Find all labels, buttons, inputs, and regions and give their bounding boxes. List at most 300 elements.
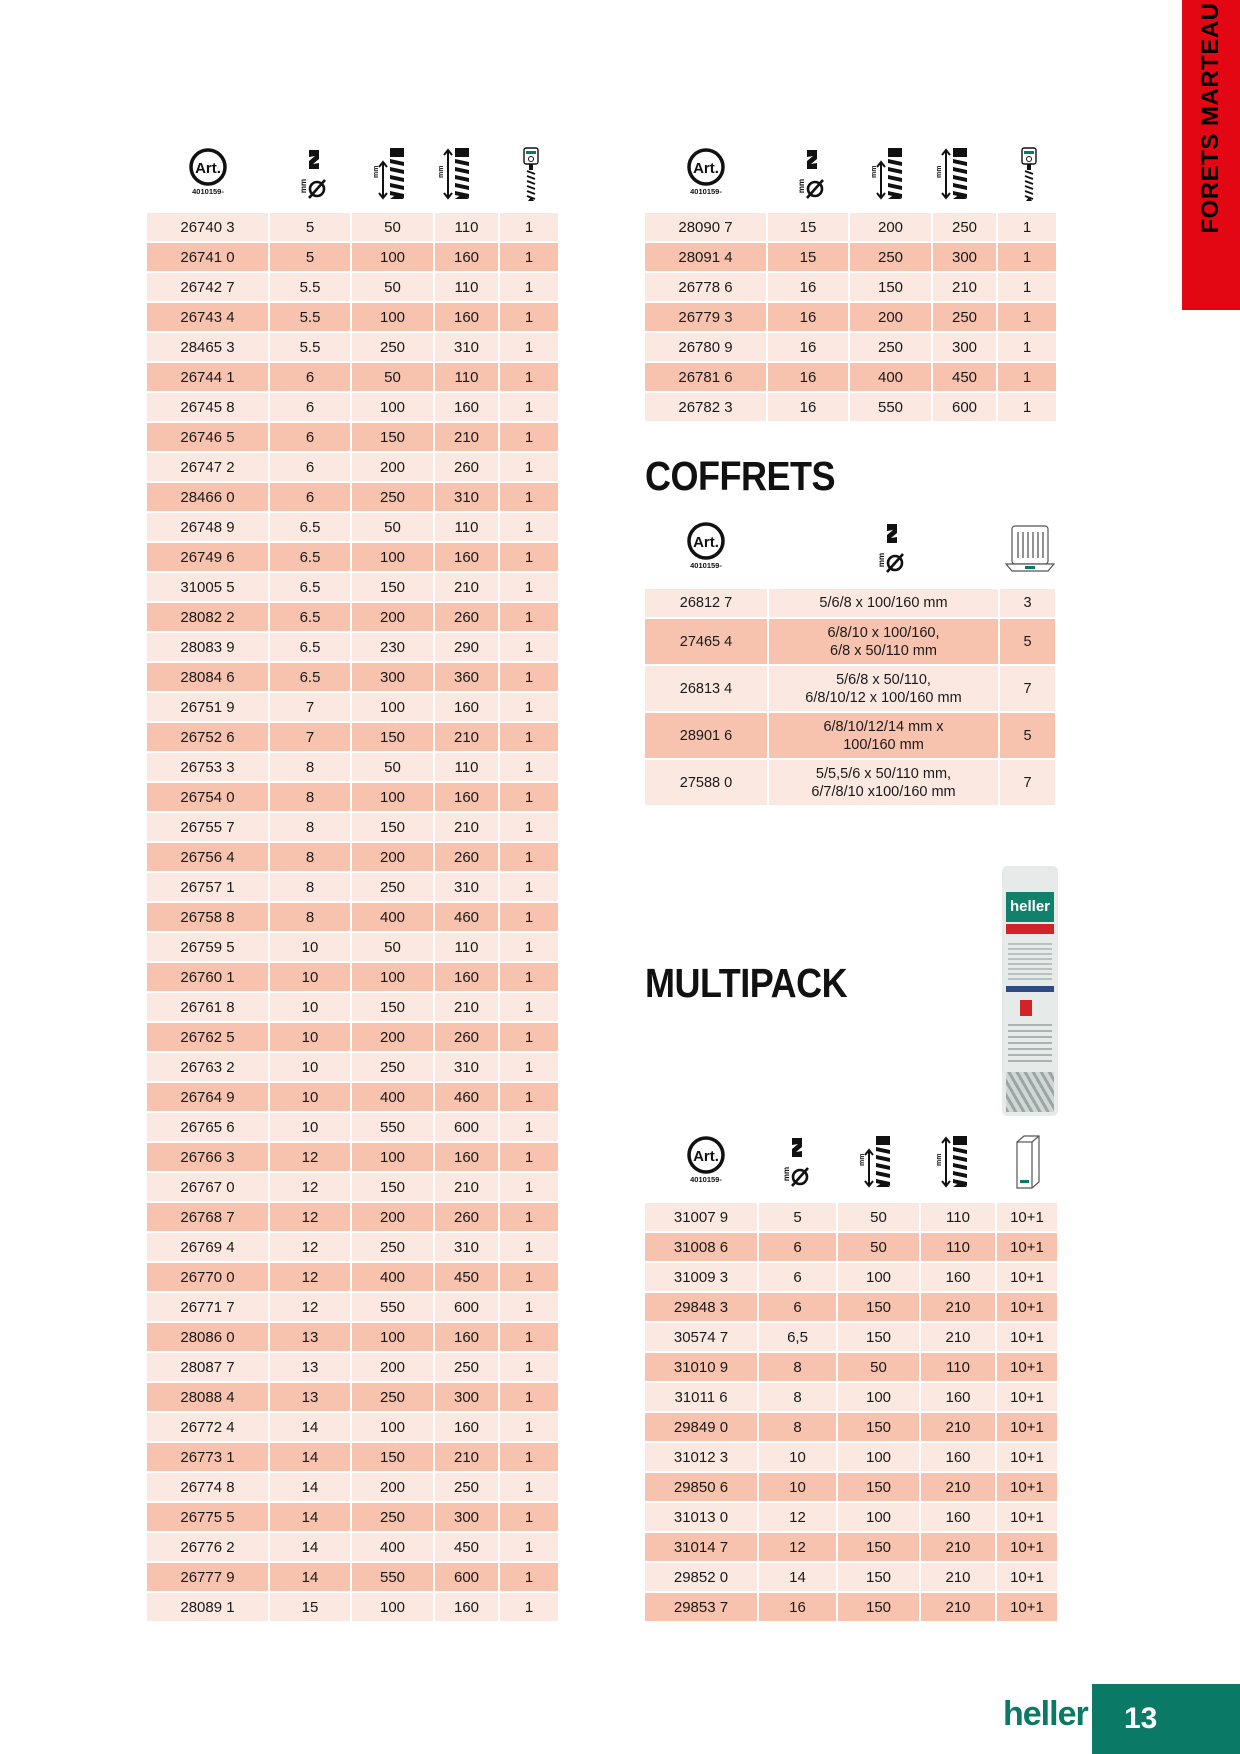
article-number-cell: 29850 6: [645, 1473, 757, 1501]
working-length-cell: 100: [352, 1593, 433, 1621]
quantity-cell: 1: [500, 963, 558, 991]
article-number-cell: 26764 9: [147, 1083, 268, 1111]
quantity-cell: 1: [500, 483, 558, 511]
diameter-cell: 12: [270, 1293, 350, 1321]
set-contents-line: 5/6/8 x 100/160 mm: [819, 595, 948, 611]
working-length-cell: 100: [352, 1323, 433, 1351]
quantity-cell: 10+1: [997, 1203, 1057, 1231]
diameter-cell: 14: [759, 1563, 836, 1591]
table-row: [147, 1293, 558, 1321]
total-length-icon: [936, 1134, 969, 1188]
working-length-cell: 250: [850, 333, 931, 361]
total-length-cell: 210: [921, 1473, 995, 1501]
table-row: [147, 753, 558, 781]
article-number-cell: 26751 9: [147, 693, 268, 721]
article-number-cell: 28087 7: [147, 1353, 268, 1381]
quantity-cell: 1: [500, 453, 558, 481]
quantity-cell: 1: [500, 693, 558, 721]
table-row: [645, 1203, 1057, 1231]
working-length-cell: 100: [352, 393, 433, 421]
table-row: [147, 1203, 558, 1231]
svg-text:Art.: Art.: [195, 160, 221, 177]
working-length-cell: 150: [352, 813, 433, 841]
diameter-cell: 15: [768, 243, 848, 271]
article-number-cell: 26741 0: [147, 243, 268, 271]
working-length-cell: 250: [352, 1053, 433, 1081]
quantity-cell: 1: [500, 1263, 558, 1291]
article-number-cell: 29849 0: [645, 1413, 757, 1441]
quantity-cell: 1: [500, 393, 558, 421]
total-length-cell: 110: [435, 213, 498, 241]
quantity-cell: 1: [998, 363, 1056, 391]
total-length-cell: 160: [435, 693, 498, 721]
table-row: [645, 1533, 1057, 1561]
diameter-cell: 12: [759, 1503, 836, 1531]
coffrets-title: COFFRETS: [645, 453, 835, 499]
article-number-cell: 26746 5: [147, 423, 268, 451]
diameter-cell: 5.5: [270, 333, 350, 361]
table-row: [147, 1263, 558, 1291]
article-number-icon: [681, 146, 731, 198]
quantity-cell: 1: [500, 663, 558, 691]
working-length-cell: 100: [352, 243, 433, 271]
table-row: [645, 213, 1056, 241]
quantity-cell: 10+1: [997, 1563, 1057, 1591]
total-length-cell: 160: [435, 1143, 498, 1171]
working-length-cell: 100: [352, 303, 433, 331]
diameter-cell: 15: [768, 213, 848, 241]
article-number-cell: 31005 5: [147, 573, 268, 601]
table-row: [645, 666, 1055, 711]
set-contents-line: 6/8/10/12 x 100/160 mm: [805, 689, 962, 706]
total-length-cell: 110: [435, 753, 498, 781]
article-number-cell: 28084 6: [147, 663, 268, 691]
total-length-cell: 210: [921, 1533, 995, 1561]
diameter-cell: 8: [270, 813, 350, 841]
table-row: [147, 1023, 558, 1051]
total-length-cell: 160: [435, 1413, 498, 1441]
quantity-cell: 3: [1000, 589, 1055, 617]
article-number-cell: 28089 1: [147, 1593, 268, 1621]
diameter-cell: 5: [759, 1203, 836, 1231]
working-length-cell: 100: [838, 1443, 919, 1471]
working-length-cell: 50: [838, 1203, 919, 1231]
working-length-cell: 150: [838, 1563, 919, 1591]
article-number-cell: 26768 7: [147, 1203, 268, 1231]
table-row: [645, 273, 1056, 301]
article-number-icon-wrapper: [681, 1134, 731, 1191]
table-row: [645, 1233, 1057, 1261]
total-length-cell: 210: [435, 1173, 498, 1201]
working-length-cell: 200: [850, 303, 931, 331]
article-number-cell: 31012 3: [645, 1443, 757, 1471]
diameter-cell: 5: [270, 243, 350, 271]
article-number-cell: 31010 9: [645, 1353, 757, 1381]
set-contents-line: 6/8 x 50/110 mm: [830, 642, 937, 659]
diameter-cell: 12: [270, 1263, 350, 1291]
quantity-cell: 10+1: [997, 1593, 1057, 1621]
single-piece-pack-icon: [1019, 146, 1039, 202]
article-number-cell: 26755 7: [147, 813, 268, 841]
total-length-cell: 300: [435, 1383, 498, 1411]
article-number-cell: 26748 9: [147, 513, 268, 541]
quantity-cell: 1: [500, 1083, 558, 1111]
total-length-cell: 210: [921, 1563, 995, 1591]
working-length-cell: 250: [352, 1503, 433, 1531]
table-row: [147, 1533, 558, 1561]
article-number-cell: 31013 0: [645, 1503, 757, 1531]
set-contents-cell: [769, 619, 998, 664]
quantity-cell: 1: [500, 1563, 558, 1591]
working-length-cell: 100: [838, 1503, 919, 1531]
total-length-cell: 160: [921, 1443, 995, 1471]
table-row: [147, 1353, 558, 1381]
set-contents-cell: [769, 666, 998, 711]
diameter-cell: 7: [270, 723, 350, 751]
quantity-cell: 1: [998, 303, 1056, 331]
diameter-cell: 6.5: [270, 633, 350, 661]
working-length-cell: 400: [352, 1533, 433, 1561]
svg-text:mm: mm: [797, 178, 806, 194]
article-number-cell: 28465 3: [147, 333, 268, 361]
total-length-cell: 460: [435, 903, 498, 931]
article-number-cell: 26758 8: [147, 903, 268, 931]
diameter-cell: 8: [270, 903, 350, 931]
table-row: [645, 619, 1055, 664]
svg-text:mm: mm: [871, 165, 878, 178]
working-length-cell: 250: [850, 243, 931, 271]
total-length-cell: 210: [921, 1413, 995, 1441]
section-tab-label: FORETS MARTEAU: [1197, 2, 1224, 234]
working-length-cell: 50: [352, 933, 433, 961]
table-row: [147, 273, 558, 301]
table-row: [645, 1443, 1057, 1471]
table-row: [147, 363, 558, 391]
total-length-cell: 250: [933, 213, 996, 241]
working-length-cell: 230: [352, 633, 433, 661]
article-number-cell: 26778 6: [645, 273, 766, 301]
diameter-cell: 13: [270, 1353, 350, 1381]
diameter-icon: [797, 148, 824, 200]
total-length-cell: 160: [435, 783, 498, 811]
working-length-cell: 100: [352, 543, 433, 571]
total-length-cell: 210: [435, 723, 498, 751]
working-length-cell: 150: [352, 573, 433, 601]
set-contents-cell: [769, 713, 998, 758]
quantity-cell: 10+1: [997, 1473, 1057, 1501]
article-number-cell: 26779 3: [645, 303, 766, 331]
total-length-cell: 210: [435, 423, 498, 451]
table-row: [147, 1443, 558, 1471]
diameter-cell: 12: [270, 1143, 350, 1171]
quantity-cell: 1: [500, 543, 558, 571]
svg-text:mm: mm: [782, 1166, 791, 1182]
table-row: [147, 543, 558, 571]
table-row: [645, 393, 1056, 421]
table-row: [645, 1593, 1057, 1621]
left-product-table: [145, 211, 560, 1623]
article-number-icon-wrapper: [183, 146, 233, 203]
quantity-cell: 10+1: [997, 1323, 1057, 1351]
working-length-cell: 150: [352, 723, 433, 751]
single-piece-pack-icon-wrapper: [1019, 146, 1039, 207]
article-number-icon: [681, 520, 731, 572]
right-product-table: [643, 211, 1058, 423]
diameter-cell: 16: [768, 303, 848, 331]
article-number-cell: 26749 6: [147, 543, 268, 571]
working-length-cell: 250: [352, 873, 433, 901]
multipack-package-image: [1002, 866, 1058, 1116]
diameter-cell: 13: [270, 1323, 350, 1351]
diameter-cell: 5: [270, 213, 350, 241]
article-number-cell: 26812 7: [645, 589, 767, 617]
working-length-cell: 150: [850, 273, 931, 301]
diameter-cell: 8: [759, 1353, 836, 1381]
table-row: [147, 933, 558, 961]
article-number-cell: 26773 1: [147, 1443, 268, 1471]
working-length-cell: 400: [850, 363, 931, 391]
total-length-cell: 300: [435, 1503, 498, 1531]
diameter-cell: 6.5: [270, 603, 350, 631]
total-length-cell: 110: [435, 273, 498, 301]
quantity-cell: 1: [500, 1533, 558, 1561]
diameter-cell: 6.5: [270, 663, 350, 691]
article-number-cell: 26780 9: [645, 333, 766, 361]
working-length-cell: 400: [352, 903, 433, 931]
working-length-cell: 150: [838, 1533, 919, 1561]
quantity-cell: 10+1: [997, 1383, 1057, 1411]
total-length-cell: 210: [435, 813, 498, 841]
total-length-cell: 600: [435, 1563, 498, 1591]
article-number-cell: 31014 7: [645, 1533, 757, 1561]
table-row: [645, 1263, 1057, 1291]
diameter-cell: 10: [270, 963, 350, 991]
total-length-cell: 310: [435, 1053, 498, 1081]
total-length-icon-wrapper: [438, 146, 471, 205]
working-length-cell: 150: [838, 1473, 919, 1501]
quantity-cell: 1: [500, 333, 558, 361]
quantity-cell: 1: [500, 363, 558, 391]
diameter-cell: 10: [270, 1023, 350, 1051]
heller-logo: heller: [1003, 1695, 1088, 1733]
total-length-cell: 250: [933, 303, 996, 331]
total-length-cell: 160: [435, 963, 498, 991]
working-length-cell: 150: [352, 1173, 433, 1201]
diameter-cell: 7: [270, 693, 350, 721]
diameter-cell: 10: [270, 1083, 350, 1111]
table-row: [147, 1593, 558, 1621]
diameter-icon-wrapper: [299, 148, 326, 205]
working-length-cell: 200: [352, 1203, 433, 1231]
table-row: [645, 363, 1056, 391]
quantity-cell: 1: [998, 333, 1056, 361]
working-length-cell: 200: [352, 843, 433, 871]
total-length-cell: 360: [435, 663, 498, 691]
article-number-cell: 26740 3: [147, 213, 268, 241]
diameter-cell: 12: [759, 1533, 836, 1561]
quantity-cell: 1: [500, 1443, 558, 1471]
diameter-cell: 6.5: [270, 513, 350, 541]
diameter-icon-wrapper: [782, 1136, 809, 1193]
table-row: [147, 1053, 558, 1081]
diameter-cell: 8: [270, 783, 350, 811]
article-number-icon: [183, 146, 233, 198]
set-contents-line: 6/8/10/12/14 mm x: [823, 718, 944, 735]
total-length-cell: 210: [921, 1593, 995, 1621]
table-row: [147, 213, 558, 241]
table-row: [645, 1293, 1057, 1321]
diameter-cell: 10: [270, 933, 350, 961]
table-row: [147, 903, 558, 931]
table-row: [147, 1083, 558, 1111]
diameter-cell: 5.5: [270, 303, 350, 331]
total-length-cell: 210: [933, 273, 996, 301]
diameter-cell: 6: [270, 483, 350, 511]
diameter-cell: 14: [270, 1413, 350, 1441]
table-row: [645, 1563, 1057, 1591]
working-length-cell: 200: [352, 1023, 433, 1051]
diameter-cell: 8: [270, 753, 350, 781]
working-length-cell: 50: [352, 273, 433, 301]
article-number-cell: 28090 7: [645, 213, 766, 241]
quantity-cell: 1: [500, 573, 558, 601]
quantity-cell: 1: [500, 753, 558, 781]
article-number-cell: 26743 4: [147, 303, 268, 331]
working-length-cell: 50: [352, 213, 433, 241]
article-number-cell: 28901 6: [645, 713, 767, 758]
table-row: [147, 633, 558, 661]
quantity-cell: 1: [500, 1233, 558, 1261]
table-row: [147, 603, 558, 631]
article-number-cell: 26765 6: [147, 1113, 268, 1141]
article-number-cell: 26752 6: [147, 723, 268, 751]
svg-text:mm: mm: [438, 165, 445, 178]
diameter-cell: 16: [768, 333, 848, 361]
table-row: [147, 453, 558, 481]
table-row: [147, 663, 558, 691]
quantity-cell: 1: [998, 393, 1056, 421]
total-length-cell: 310: [435, 1233, 498, 1261]
table-row: [147, 1173, 558, 1201]
quantity-cell: 10+1: [997, 1263, 1057, 1291]
table-row: [147, 1563, 558, 1591]
total-length-cell: 110: [921, 1353, 995, 1381]
diameter-cell: 10: [759, 1473, 836, 1501]
article-number-cell: 27465 4: [645, 619, 767, 664]
quantity-cell: 1: [500, 213, 558, 241]
working-length-cell: 50: [352, 753, 433, 781]
diameter-cell: 6: [759, 1293, 836, 1321]
total-length-cell: 160: [921, 1383, 995, 1411]
working-length-cell: 550: [850, 393, 931, 421]
total-length-cell: 210: [921, 1323, 995, 1351]
table-row: [645, 713, 1055, 758]
diameter-cell: 14: [270, 1563, 350, 1591]
working-length-cell: 200: [352, 453, 433, 481]
article-number-cell: 31008 6: [645, 1233, 757, 1261]
set-contents-line: 6/7/8/10 x100/160 mm: [811, 783, 956, 800]
table-row: [645, 1383, 1057, 1411]
total-length-cell: 260: [435, 603, 498, 631]
diameter-cell: 12: [270, 1173, 350, 1201]
diameter-cell: 5.5: [270, 273, 350, 301]
total-length-cell: 160: [921, 1503, 995, 1531]
diameter-cell: 6: [270, 453, 350, 481]
quantity-cell: 1: [500, 273, 558, 301]
quantity-cell: 10+1: [997, 1503, 1057, 1531]
total-length-icon: [438, 146, 471, 200]
total-length-cell: 110: [921, 1203, 995, 1231]
case-box-icon-wrapper: [1004, 522, 1056, 579]
case-box-icon: [1004, 522, 1056, 574]
quantity-cell: 1: [500, 1473, 558, 1501]
diameter-icon-wrapper: [877, 522, 904, 579]
diameter-cell: 16: [768, 363, 848, 391]
total-length-icon-wrapper: [936, 146, 969, 205]
quantity-cell: 1: [500, 993, 558, 1021]
quantity-cell: 10+1: [997, 1533, 1057, 1561]
quantity-cell: 7: [1000, 760, 1055, 805]
quantity-cell: 1: [500, 1143, 558, 1171]
working-length-icon-wrapper: [373, 146, 406, 205]
total-length-cell: 260: [435, 1203, 498, 1231]
article-number-cell: 28466 0: [147, 483, 268, 511]
total-length-cell: 210: [435, 573, 498, 601]
diameter-cell: 14: [270, 1443, 350, 1471]
table-row: [645, 1503, 1057, 1531]
multipack-table: [643, 1201, 1059, 1623]
article-number-cell: 26757 1: [147, 873, 268, 901]
quantity-cell: 1: [500, 1503, 558, 1531]
article-number-cell: 26782 3: [645, 393, 766, 421]
quantity-cell: 1: [500, 1383, 558, 1411]
working-length-icon: [373, 146, 406, 200]
working-length-cell: 550: [352, 1563, 433, 1591]
quantity-cell: 1: [500, 873, 558, 901]
table-row: [147, 723, 558, 751]
table-row: [147, 693, 558, 721]
coffrets-table: [643, 587, 1057, 807]
article-number-cell: 29853 7: [645, 1593, 757, 1621]
article-number-cell: 26766 3: [147, 1143, 268, 1171]
article-number-cell: 31009 3: [645, 1263, 757, 1291]
quantity-cell: 1: [500, 1593, 558, 1621]
diameter-icon: [877, 522, 904, 574]
table-row: [147, 573, 558, 601]
svg-text:mm: mm: [877, 552, 886, 568]
working-length-cell: 150: [352, 993, 433, 1021]
quantity-cell: 1: [500, 513, 558, 541]
svg-text:mm: mm: [936, 1153, 943, 1166]
quantity-cell: 1: [998, 243, 1056, 271]
quantity-cell: 1: [500, 303, 558, 331]
single-piece-pack-icon: [521, 146, 541, 202]
quantity-cell: 10+1: [997, 1233, 1057, 1261]
article-number-icon: [681, 1134, 731, 1186]
working-length-icon: [871, 146, 904, 200]
svg-text:Art.: Art.: [693, 1148, 719, 1165]
total-length-cell: 310: [435, 483, 498, 511]
total-length-cell: 160: [435, 303, 498, 331]
total-length-cell: 600: [435, 1293, 498, 1321]
diameter-cell: 16: [768, 273, 848, 301]
total-length-cell: 160: [921, 1263, 995, 1291]
table-row: [147, 783, 558, 811]
quantity-cell: 1: [500, 723, 558, 751]
total-length-cell: 160: [435, 1323, 498, 1351]
total-length-cell: 600: [435, 1113, 498, 1141]
page-number: 13: [1092, 1684, 1240, 1754]
